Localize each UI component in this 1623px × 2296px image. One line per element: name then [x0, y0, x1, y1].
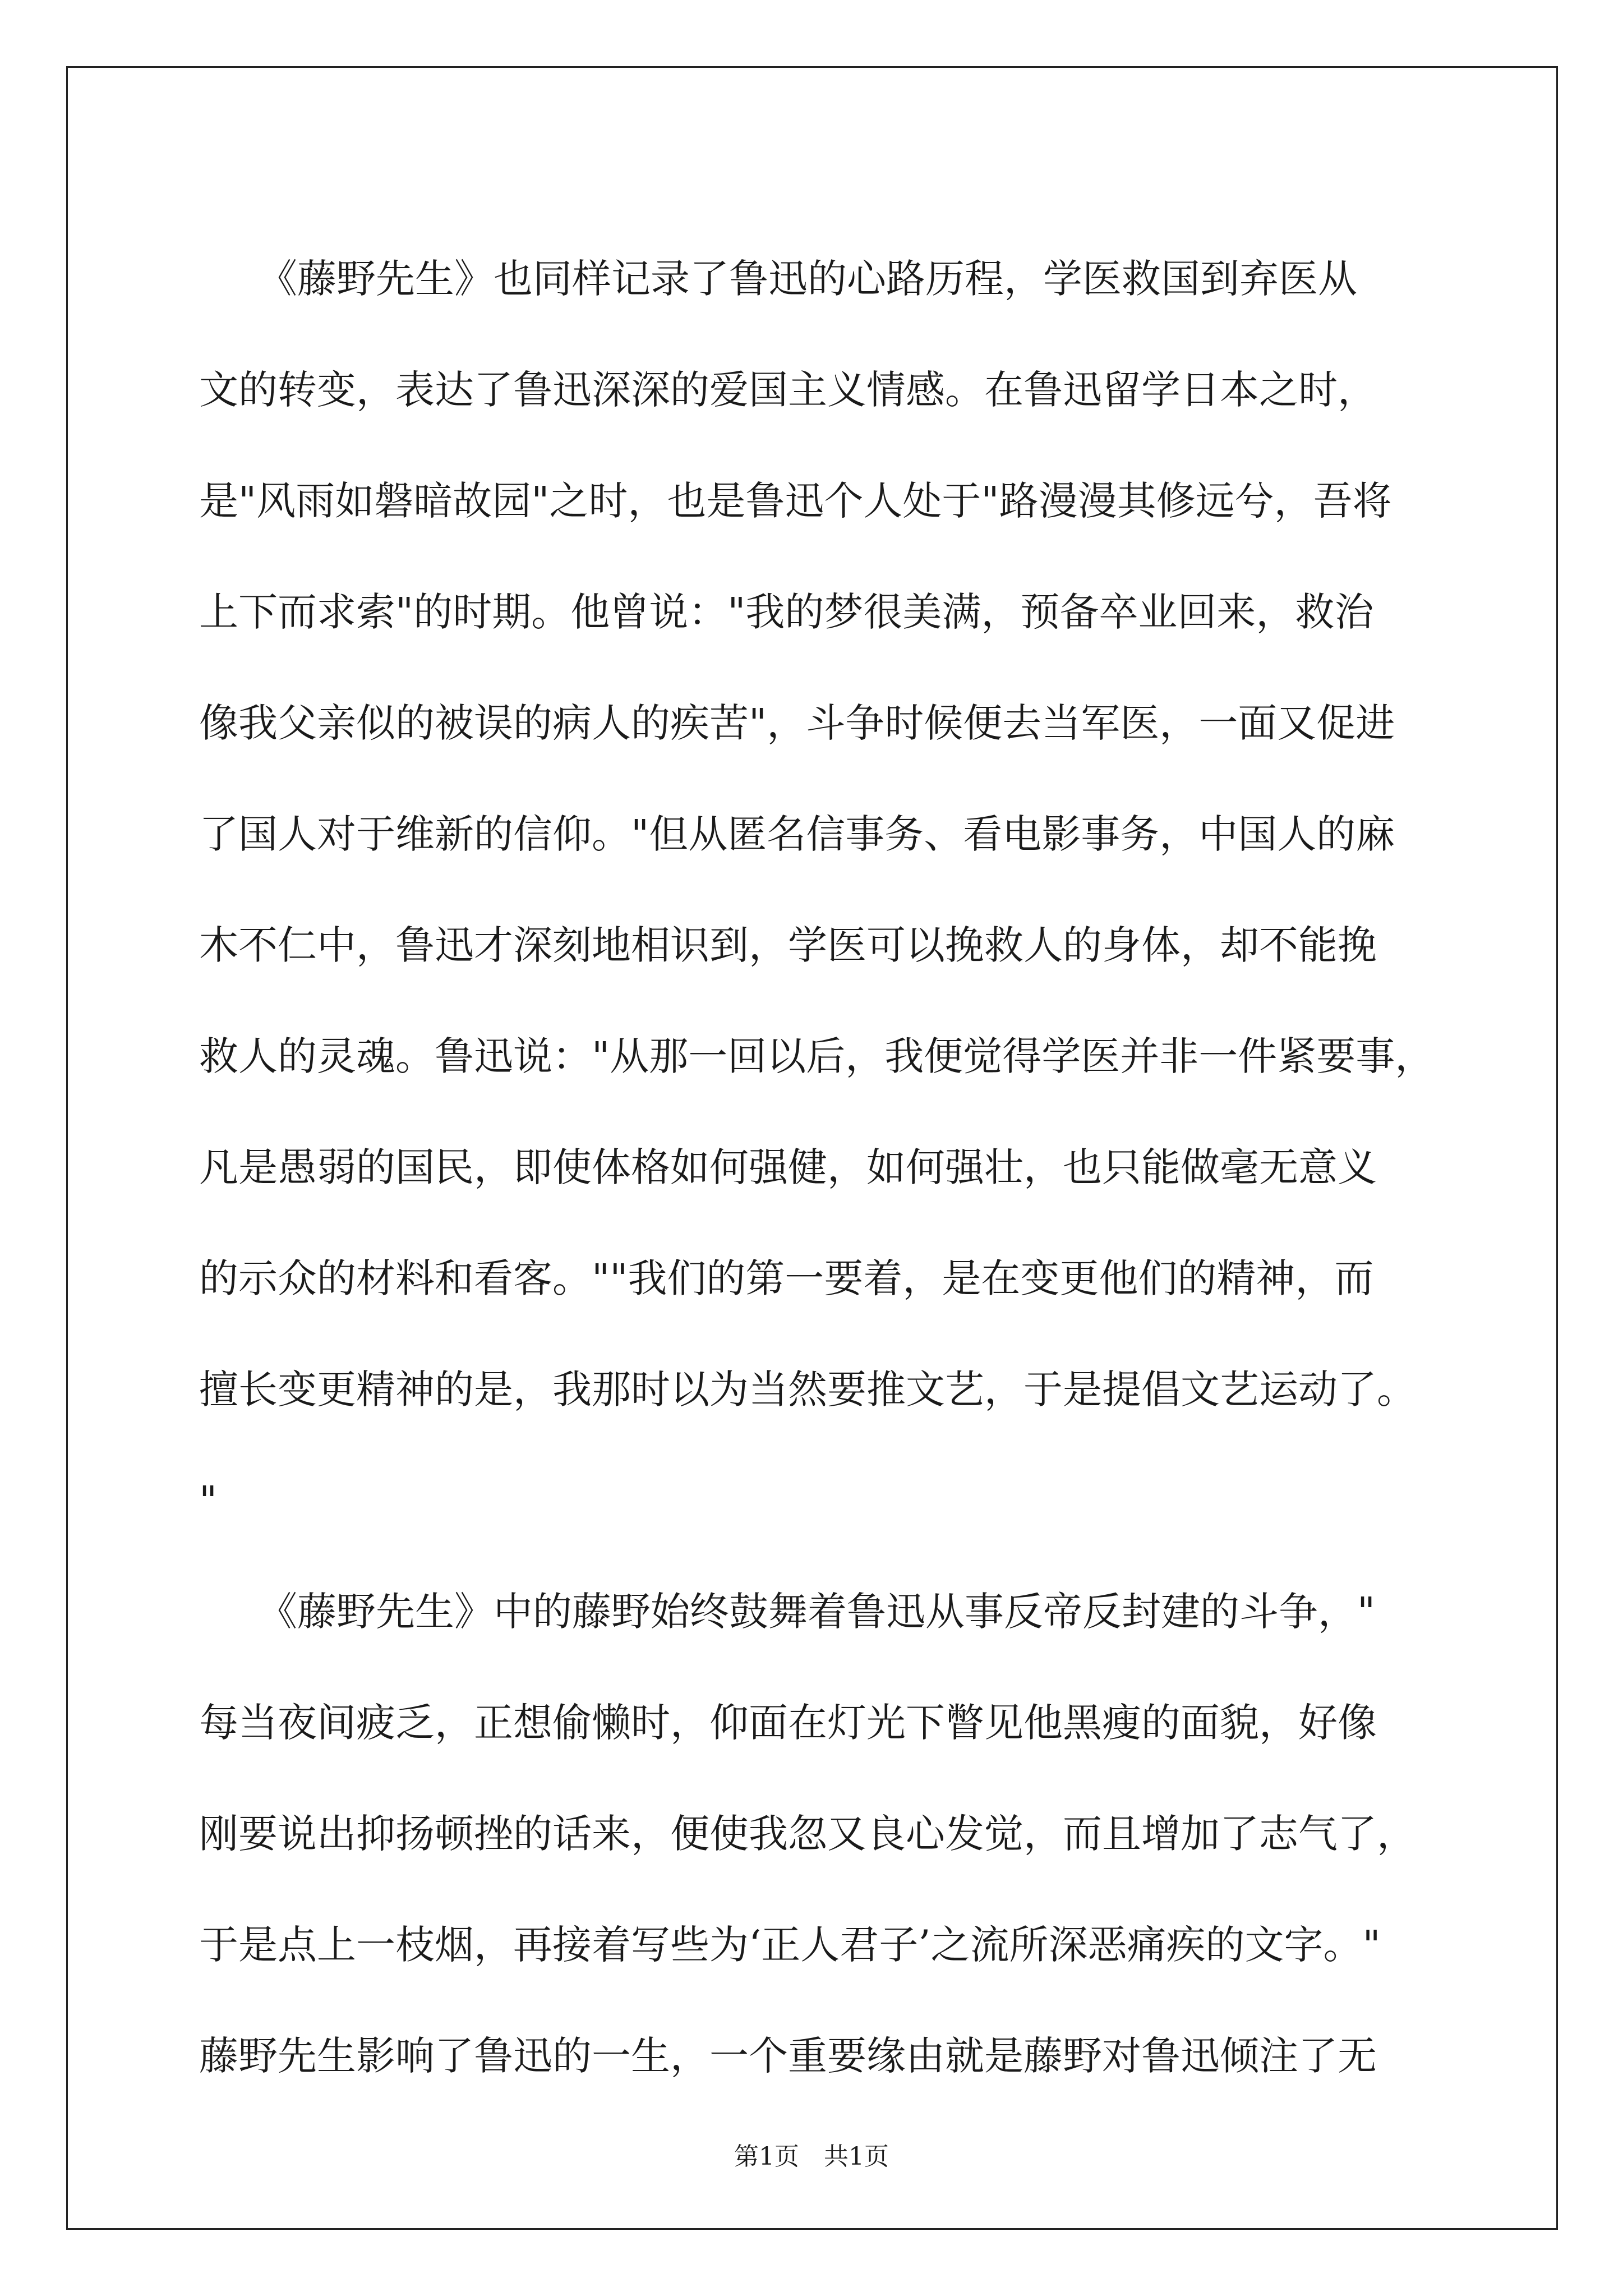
text-line: "	[199, 1478, 218, 1524]
text-line: 于是点上一枝烟，再接着写些为‘正人君子’之流所深恶痛疾的文字。"	[199, 1922, 1381, 1968]
text-line: 是"风雨如磐暗故园"之时，也是鲁迅个人处于"路漫漫其修远兮，吾将	[199, 478, 1392, 524]
text-line: 藤野先生影响了鲁迅的一生，一个重要缘由就是藤野对鲁迅倾注了无	[199, 2033, 1377, 2079]
text-line: 每当夜间疲乏，正想偷懒时，仰面在灯光下瞥见他黑瘦的面貌，好像	[199, 1700, 1377, 1746]
text-line: 上下而求索"的时期。他曾说："我的梦很美满，预备卒业回来，救治	[199, 589, 1374, 635]
text-line: 救人的灵魂。鲁迅说："从那一回以后，我便觉得学医并非一件紧要事，	[199, 1033, 1435, 1079]
text-line: 凡是愚弱的国民，即使体格如何强健，如何强壮，也只能做毫无意义	[199, 1144, 1377, 1190]
document-body	[199, 223, 1433, 2111]
text-line: 木不仁中，鲁迅才深刻地相识到，学医可以挽救人的身体，却不能挽	[199, 922, 1377, 968]
text-line: 像我父亲似的被误的病人的疾苦"，斗争时候便去当军医，一面又促进	[199, 700, 1395, 746]
text-line: 《藤野先生》中的藤野始终鼓舞着鲁迅从事反帝反封建的斗争，"	[199, 1589, 1376, 1635]
text-line: 擅长变更精神的是，我那时以为当然要推文艺，于是提倡文艺运动了。	[199, 1366, 1416, 1412]
text-line: 刚要说出抑扬顿挫的话来，便使我忽又良心发觉，而且增加了志气了，	[199, 1811, 1416, 1857]
text-line: 了国人对于维新的信仰。"但从匿名信事务、看电影事务，中国人的麻	[199, 811, 1395, 857]
text-line: 《藤野先生》也同样记录了鲁迅的心路历程，学医救国到弃医从	[199, 256, 1357, 302]
text-line: 的示众的材料和看客。""我们的第一要着，是在变更他们的精神，而	[199, 1255, 1374, 1301]
page-number-footer: 第1页 共1页	[734, 2142, 889, 2171]
text-line: 文的转变，表达了鲁迅深深的爱国主义情感。在鲁迅留学日本之时，	[199, 367, 1377, 413]
